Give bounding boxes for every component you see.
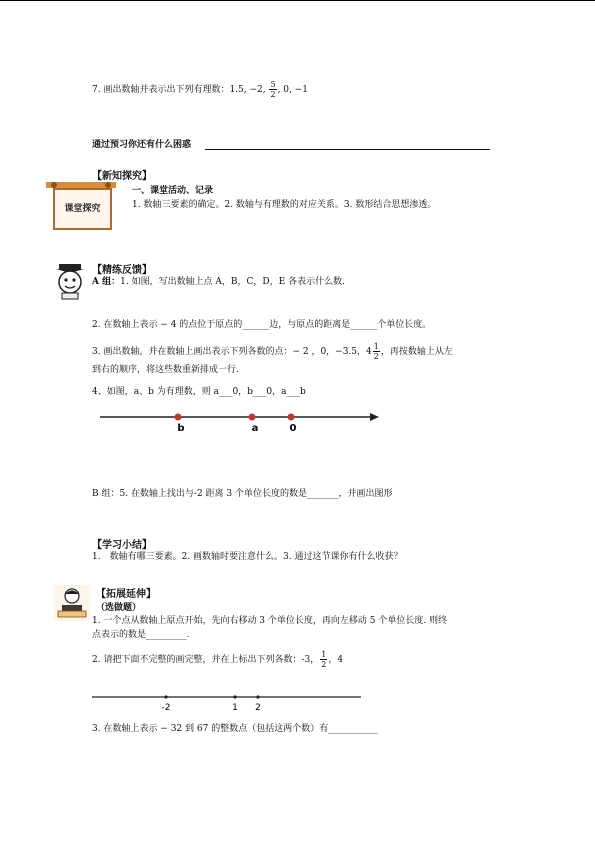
group-b-question: B 组：5. 在数轴上找出与-2 距离 3 个单位长度的数是_______，并画出图形 — [92, 489, 393, 499]
extend-q2-fraction — [320, 650, 327, 669]
point-zero — [288, 414, 295, 421]
practice-q3-line2: 到右的顺序，将这些数重新排成一行. — [92, 365, 239, 375]
classroom-stamp: 课堂探究 — [53, 188, 112, 230]
extend-q1-line2: 点表示的数是_________. — [92, 630, 190, 640]
q7-frac-num: 5 — [270, 80, 276, 89]
extend-q1-line1: 1. 一个点从数轴上原点开始，先向右移动 3 个单位长度，再向左移动 5 个单位长度. 则终 — [92, 616, 448, 626]
practice-q3 — [92, 342, 453, 361]
question-7 — [92, 80, 308, 99]
extend-q2-after: ，4 — [328, 655, 344, 665]
label-neg2: -2 — [161, 703, 171, 712]
section-new-title: 【新知探究】 — [92, 171, 152, 182]
extend-q3: 3. 在数轴上表示 − 32 到 67 的整数点（包括这两个数）有___________ — [92, 724, 378, 734]
practice-q1 — [92, 276, 351, 288]
number-line-1-arrow-icon — [370, 413, 379, 421]
tick-1 — [233, 695, 236, 698]
label-b: b — [177, 423, 185, 434]
q3-fraction — [373, 342, 380, 361]
q3-frac-num: 1 — [373, 342, 379, 351]
q7-fraction — [269, 80, 276, 99]
preview-question-text: 通过预习你还有什么困惑 — [92, 140, 192, 150]
extend-q2 — [92, 650, 343, 669]
practice-q1-text: 1. 如图，写出数轴上点 A，B，C，D，E 各表示什么数． — [120, 277, 352, 287]
point-b — [175, 414, 182, 421]
number-line-2 — [92, 692, 364, 712]
section-new-content: 1. 数轴三要素的确定。2. 数轴与有理数的对应关系。3. 数形结合思想渗透。 — [132, 200, 437, 210]
preview-question — [92, 139, 191, 151]
q7-frac-den: 2 — [270, 90, 276, 99]
practice-q3-part2: ，再按数轴上从左 — [380, 347, 453, 357]
practice-q4: 4、如图，a、b 为有理数，则 a___0，b___0，a___b — [92, 387, 306, 397]
section-new-subtitle: 一、课堂活动、记录 — [132, 186, 214, 196]
reading-student-icon — [54, 585, 90, 621]
extend-q2-text: 2. 请把下面不完整的画完整，并在上标出下列各数：-3， — [92, 655, 320, 665]
label-1: 1 — [232, 703, 238, 712]
section-extend-title: 【拓展延伸】 — [96, 589, 156, 600]
top-border — [0, 0, 595, 1]
tick-2 — [256, 695, 259, 698]
number-line-1 — [100, 408, 385, 434]
section-practice-title: 【精练反馈】 — [92, 265, 152, 276]
extend-q2-frac-den: 2 — [321, 660, 327, 669]
section-extend-subtitle: （选做题） — [96, 603, 142, 613]
preview-answer-line — [205, 149, 490, 150]
label-a: a — [251, 423, 259, 434]
tick-neg2 — [164, 695, 167, 698]
section-summary-content: 1. 数轴有哪三要素。2. 画数轴时要注意什么。3. 通过这节课你有什么收获？ — [92, 552, 403, 562]
q7-text-after: , 0, −1 — [277, 85, 309, 95]
q3-frac-den: 2 — [373, 352, 379, 361]
section-summary-title: 【学习小结】 — [92, 540, 152, 551]
extend-q2-frac-num: 1 — [321, 650, 327, 659]
practice-q2: 2. 在数轴上表示 − 4 的点位于原点的______边，与原点的距离是______个单位长度。 — [92, 320, 432, 330]
group-a-label: A 组： — [92, 277, 121, 287]
point-a — [249, 414, 256, 421]
q7-text: 7. 画出数轴并表示出下列有理数：1.5, −2, — [92, 85, 269, 95]
label-zero: 0 — [289, 423, 297, 434]
practice-q3-part1: 3. 画出数轴，并在数轴上画出表示下列各数的点：− 2 ，0，−3.5，4 — [92, 347, 372, 357]
teacher-mascot-icon — [52, 262, 88, 300]
label-2: 2 — [255, 703, 261, 712]
